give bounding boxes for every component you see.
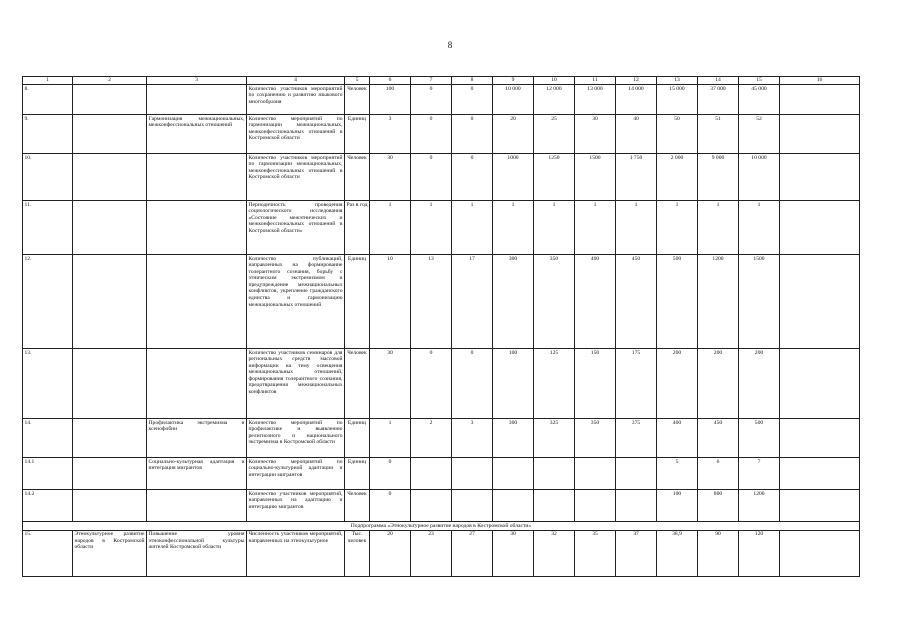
value-cell: 0 xyxy=(411,85,452,115)
value-cell: 350 xyxy=(575,419,616,458)
value-cell: 200 xyxy=(739,349,780,419)
value-cell: 450 xyxy=(698,419,739,458)
value-cell: 100 xyxy=(370,85,411,115)
row-number-cell: 10. xyxy=(23,154,73,201)
task-cell xyxy=(147,85,247,115)
value-cell: 400 xyxy=(575,255,616,349)
value-cell: 12 000 xyxy=(534,85,575,115)
column-number-row xyxy=(23,77,860,85)
task-cell xyxy=(147,490,247,522)
value-cell: 375 xyxy=(616,419,657,458)
indicator-cell: Количество мероприятий по социально-культурной адаптации и интеграции мигрантов xyxy=(247,458,345,490)
row-number-cell: 14.2 xyxy=(23,490,73,522)
value-cell: 20 xyxy=(370,530,411,576)
task-cell: Повышение уровня этноконфессиональной культуры жителей Костромской области xyxy=(147,530,247,576)
value-cell: 3 xyxy=(452,419,493,458)
column-number-cell: 1 xyxy=(23,77,73,85)
table-row xyxy=(23,154,860,201)
value-cell: 13 000 xyxy=(575,85,616,115)
value-cell: 13 xyxy=(411,255,452,349)
note-cell xyxy=(780,419,860,458)
note-cell xyxy=(780,349,860,419)
value-cell: 0 xyxy=(411,115,452,154)
value-cell xyxy=(452,458,493,490)
value-cell: 9 000 xyxy=(698,154,739,201)
value-cell: 5 xyxy=(657,458,698,490)
value-cell: 1 xyxy=(370,201,411,255)
value-cell: 175 xyxy=(616,349,657,419)
value-cell xyxy=(616,458,657,490)
value-cell: 800 xyxy=(698,490,739,522)
value-cell: 30 xyxy=(575,115,616,154)
indicator-cell: Количество участников мероприятий по сохранению и развитию языкового многообразия xyxy=(247,85,345,115)
value-cell: 52 xyxy=(739,115,780,154)
value-cell: 7 xyxy=(739,458,780,490)
table-row xyxy=(23,419,860,458)
value-cell: 10 000 xyxy=(493,85,534,115)
subprogram-cell xyxy=(73,201,147,255)
table-row xyxy=(23,255,860,349)
value-cell: 325 xyxy=(534,419,575,458)
value-cell: 1200 xyxy=(698,255,739,349)
unit-cell: Человек xyxy=(345,349,370,419)
value-cell: 200 xyxy=(657,349,698,419)
value-cell: 1 750 xyxy=(616,154,657,201)
value-cell: 0 xyxy=(452,115,493,154)
task-cell xyxy=(147,154,247,201)
subprogram-row xyxy=(23,522,860,531)
task-cell: Гармонизация межнациональных, межконфессиональных отношений xyxy=(147,115,247,154)
value-cell: 200 xyxy=(698,349,739,419)
value-cell: 1500 xyxy=(575,154,616,201)
value-cell: 27 xyxy=(452,530,493,576)
column-number-cell: 8 xyxy=(452,77,493,85)
value-cell: 100 xyxy=(657,490,698,522)
indicator-cell: Количество участников мероприятий по гармонизации межнациональных, межконфессиональных отношений в Костромской области xyxy=(247,154,345,201)
value-cell xyxy=(411,458,452,490)
value-cell xyxy=(411,490,452,522)
value-cell xyxy=(575,490,616,522)
value-cell xyxy=(493,490,534,522)
column-number-cell: 13 xyxy=(657,77,698,85)
row-number-cell: 15. xyxy=(23,530,73,576)
table-row xyxy=(23,458,860,490)
page-number: 8 xyxy=(447,40,453,50)
value-cell: 3 xyxy=(370,115,411,154)
value-cell: 25 xyxy=(534,115,575,154)
indicator-cell: Периодичность проведения социологического исследования «Состояние межэтнических и межконфессиональных отношений в Костромской области» xyxy=(247,201,345,255)
column-number-cell: 9 xyxy=(493,77,534,85)
unit-cell: Тыс. человек xyxy=(345,530,370,576)
value-cell: 100 xyxy=(493,349,534,419)
table-row xyxy=(23,349,860,419)
value-cell: 1 xyxy=(575,201,616,255)
value-cell: 35 xyxy=(575,530,616,576)
subprogram-cell xyxy=(73,255,147,349)
subprogram-cell xyxy=(73,115,147,154)
note-cell xyxy=(780,201,860,255)
value-cell: 0 xyxy=(452,154,493,201)
value-cell: 1200 xyxy=(739,490,780,522)
note-cell xyxy=(780,115,860,154)
subprogram-cell xyxy=(73,154,147,201)
value-cell: 1 xyxy=(452,201,493,255)
value-cell: 1 xyxy=(493,201,534,255)
unit-cell: Единиц xyxy=(345,458,370,490)
value-cell: 300 xyxy=(493,419,534,458)
table-row xyxy=(23,530,860,576)
value-cell: 1 xyxy=(698,201,739,255)
column-number-cell: 10 xyxy=(534,77,575,85)
note-cell xyxy=(780,490,860,522)
value-cell xyxy=(575,458,616,490)
subprogram-cell xyxy=(73,490,147,522)
unit-cell: Единиц xyxy=(345,115,370,154)
value-cell: 150 xyxy=(575,349,616,419)
note-cell xyxy=(780,255,860,349)
table-row xyxy=(23,201,860,255)
value-cell xyxy=(493,458,534,490)
value-cell: 500 xyxy=(657,255,698,349)
value-cell: 1000 xyxy=(493,154,534,201)
task-cell xyxy=(147,349,247,419)
value-cell: 15 000 xyxy=(657,85,698,115)
note-cell xyxy=(780,530,860,576)
unit-cell: Человек xyxy=(345,490,370,522)
value-cell: 0 xyxy=(411,349,452,419)
indicator-cell: Количество мероприятий по профилактике и выявлению религиозного и национального экстремизма в Костромской области xyxy=(247,419,345,458)
value-cell: 1500 xyxy=(739,255,780,349)
value-cell xyxy=(534,490,575,522)
value-cell: 1 xyxy=(411,201,452,255)
value-cell: 500 xyxy=(739,419,780,458)
value-cell: 1 xyxy=(616,201,657,255)
indicators-table xyxy=(22,76,860,577)
value-cell: 20 xyxy=(493,115,534,154)
value-cell xyxy=(534,458,575,490)
task-cell xyxy=(147,255,247,349)
value-cell: 14 000 xyxy=(616,85,657,115)
row-number-cell: 11. xyxy=(23,201,73,255)
indicator-cell: Количество мероприятий по гармонизации межнациональных, межконфессиональных отношений в Костромской области xyxy=(247,115,345,154)
value-cell: 0 xyxy=(411,154,452,201)
column-number-cell: 2 xyxy=(73,77,147,85)
value-cell: 17 xyxy=(452,255,493,349)
value-cell xyxy=(616,490,657,522)
note-cell xyxy=(780,458,860,490)
column-number-cell: 15 xyxy=(739,77,780,85)
value-cell: 0 xyxy=(452,349,493,419)
value-cell: 37 000 xyxy=(698,85,739,115)
value-cell: 32 xyxy=(534,530,575,576)
value-cell: 0 xyxy=(370,458,411,490)
indicator-cell: Количество участников семинаров для региональных средств массовой информации на тему освещения межнациональных отношений, формирования толерантного сознания, предотвращения межнациональных конфликтов xyxy=(247,349,345,419)
indicator-cell: Численность участников мероприятий, направленных на этнокультурное xyxy=(247,530,345,576)
column-number-cell: 16 xyxy=(780,77,860,85)
note-cell xyxy=(780,85,860,115)
row-number-cell: 9. xyxy=(23,115,73,154)
table-row xyxy=(23,115,860,154)
task-cell xyxy=(147,201,247,255)
column-number-cell: 7 xyxy=(411,77,452,85)
subprogram-cell xyxy=(73,458,147,490)
unit-cell: Человек xyxy=(345,85,370,115)
value-cell: 1 xyxy=(657,201,698,255)
row-number-cell: 12. xyxy=(23,255,73,349)
column-number-cell: 11 xyxy=(575,77,616,85)
value-cell: 450 xyxy=(616,255,657,349)
unit-cell: Раз в год xyxy=(345,201,370,255)
value-cell: 1250 xyxy=(534,154,575,201)
value-cell: 6 xyxy=(698,458,739,490)
indicator-cell: Количество участников мероприятий, направленных на адаптацию и интеграцию мигрантов xyxy=(247,490,345,522)
value-cell: 400 xyxy=(657,419,698,458)
unit-cell: Единиц xyxy=(345,255,370,349)
value-cell: 0 xyxy=(452,85,493,115)
value-cell: 2 000 xyxy=(657,154,698,201)
value-cell: 125 xyxy=(534,349,575,419)
column-number-cell: 4 xyxy=(247,77,345,85)
row-number-cell: 14.1 xyxy=(23,458,73,490)
subprogram-cell xyxy=(73,85,147,115)
value-cell: 40 xyxy=(616,115,657,154)
unit-cell: Человек xyxy=(345,154,370,201)
column-number-cell: 6 xyxy=(370,77,411,85)
task-cell: Социально-культурная адаптация и интеграция мигрантов xyxy=(147,458,247,490)
indicator-cell: Количество публикаций, направленных на формирование толерантного сознания, борьбу с этническим экстремизмом и предупреждение межнациональных конфликтов, укрепление гражданского единства и гармонизацию межнациональных отношений xyxy=(247,255,345,349)
value-cell: 30 xyxy=(370,349,411,419)
table-row xyxy=(23,85,860,115)
value-cell: 38,9 xyxy=(657,530,698,576)
value-cell: 45 000 xyxy=(739,85,780,115)
subprogram-cell xyxy=(73,419,147,458)
row-number-cell: 13. xyxy=(23,349,73,419)
value-cell xyxy=(452,490,493,522)
subprogram-title: Подпрограмма «Этнокультурное развитие народов в Костромской области» xyxy=(23,522,860,531)
row-number-cell: 8. xyxy=(23,85,73,115)
column-number-cell: 3 xyxy=(147,77,247,85)
value-cell: 0 xyxy=(370,490,411,522)
row-number-cell: 14. xyxy=(23,419,73,458)
column-number-cell: 14 xyxy=(698,77,739,85)
value-cell: 350 xyxy=(534,255,575,349)
value-cell: 1 xyxy=(534,201,575,255)
task-cell: Профилактика экстремизма и ксенофобии xyxy=(147,419,247,458)
value-cell: 37 xyxy=(616,530,657,576)
value-cell: 2 xyxy=(411,419,452,458)
value-cell: 23 xyxy=(411,530,452,576)
value-cell: 50 xyxy=(657,115,698,154)
table-row xyxy=(23,490,860,522)
subprogram-cell: Этнокультурное развитие народов в Костромской области xyxy=(73,530,147,576)
value-cell: 300 xyxy=(493,255,534,349)
note-cell xyxy=(780,154,860,201)
unit-cell: Единиц xyxy=(345,419,370,458)
value-cell: 1 xyxy=(739,201,780,255)
column-number-cell: 5 xyxy=(345,77,370,85)
subprogram-cell xyxy=(73,349,147,419)
column-number-cell: 12 xyxy=(616,77,657,85)
value-cell: 1 xyxy=(370,419,411,458)
value-cell: 10 xyxy=(370,255,411,349)
value-cell: 120 xyxy=(739,530,780,576)
value-cell: 30 xyxy=(493,530,534,576)
value-cell: 51 xyxy=(698,115,739,154)
value-cell: 10 000 xyxy=(739,154,780,201)
value-cell: 30 xyxy=(370,154,411,201)
value-cell: 90 xyxy=(698,530,739,576)
